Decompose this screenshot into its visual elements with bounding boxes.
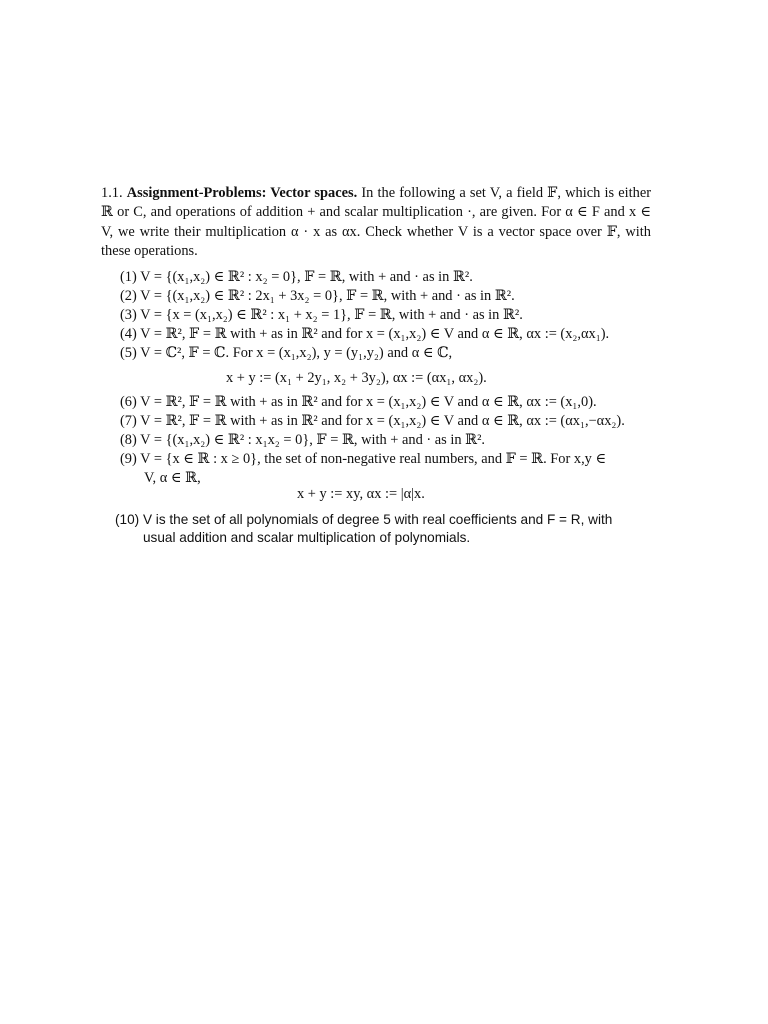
item-continuation: usual addition and scalar multiplication of polynomials. <box>143 530 471 545</box>
display-equation: x + y := (x₁ + 2y₁, x₂ + 3y₂), αx := (αx₁, αx₂). <box>226 370 487 386</box>
item-text: V = {x = (x₁,x₂) ∈ ℝ² : x₁ + x₂ = 1}, 𝔽 = ℝ, with + and · as in ℝ². <box>140 307 523 323</box>
display-equation: x + y := xy, αx := |α|x. <box>297 486 425 502</box>
item-label: (5) <box>120 345 137 361</box>
item-text: V = {(x₁,x₂) ∈ ℝ² : 2x₁ + 3x₂ = 0}, 𝔽 = ℝ, with + and · as in ℝ². <box>140 288 515 304</box>
item-text: V = {x ∈ ℝ : x ≥ 0}, the set of non-negative real numbers, and 𝔽 = ℝ. For x,y ∈ <box>140 451 607 467</box>
list-item <box>115 510 612 529</box>
item-text: V = {(x₁,x₂) ∈ ℝ² : x₂ = 0}, 𝔽 = ℝ, with + and · as in ℝ². <box>140 269 473 285</box>
item-label: (10) <box>115 512 140 527</box>
item-text: V is the set of all polynomials of degree 5 with real coefficients and F = R, with <box>142 512 613 527</box>
problem-heading: Assignment-Problems: Vector spaces. <box>126 185 358 201</box>
list-item <box>120 450 606 469</box>
item-label: (9) <box>120 451 137 467</box>
item-text: V = ℝ², 𝔽 = ℝ with + as in ℝ² and for x = (x₁,x₂) ∈ V and α ∈ ℝ, αx := (x₂,αx₁). <box>140 326 610 342</box>
item-text: V = ℝ², 𝔽 = ℝ with + as in ℝ² and for x = (x₁,x₂) ∈ V and α ∈ ℝ, αx := (αx₁,−αx₂). <box>140 413 625 429</box>
list-item <box>120 325 609 344</box>
item-label: (4) <box>120 326 137 342</box>
item-label: (8) <box>120 432 137 448</box>
item-continuation: V, α ∈ ℝ, <box>144 470 201 486</box>
list-item <box>120 393 597 412</box>
list-item <box>120 268 473 287</box>
problem-number: 1.1. <box>101 185 123 201</box>
list-item <box>120 412 625 431</box>
list-item <box>120 344 452 363</box>
problem-statement <box>101 184 651 261</box>
item-label: (2) <box>120 288 137 304</box>
item-label: (3) <box>120 307 137 323</box>
item-label: (1) <box>120 269 137 285</box>
list-item <box>120 431 485 450</box>
item-label: (6) <box>120 394 137 410</box>
item-text: V = ℂ², 𝔽 = ℂ. For x = (x₁,x₂), y = (y₁,y₂) and α ∈ ℂ, <box>140 345 453 361</box>
item-label: (7) <box>120 413 137 429</box>
problem-intro: In the following a set V, a field 𝔽, which is either ℝ or C, and operations of addition + and scalar multiplication ·, are given. For α ∈ F and x ∈ V, we write their multiplication α · x as αx. Check whether V is a vector space over 𝔽, with these operations. <box>101 185 651 259</box>
item-text: V = {(x₁,x₂) ∈ ℝ² : x₁x₂ = 0}, 𝔽 = ℝ, with + and · as in ℝ². <box>140 432 486 448</box>
list-item <box>120 306 523 325</box>
item-text: V = ℝ², 𝔽 = ℝ with + as in ℝ² and for x = (x₁,x₂) ∈ V and α ∈ ℝ, αx := (x₁,0). <box>140 394 597 410</box>
list-item <box>120 287 515 306</box>
